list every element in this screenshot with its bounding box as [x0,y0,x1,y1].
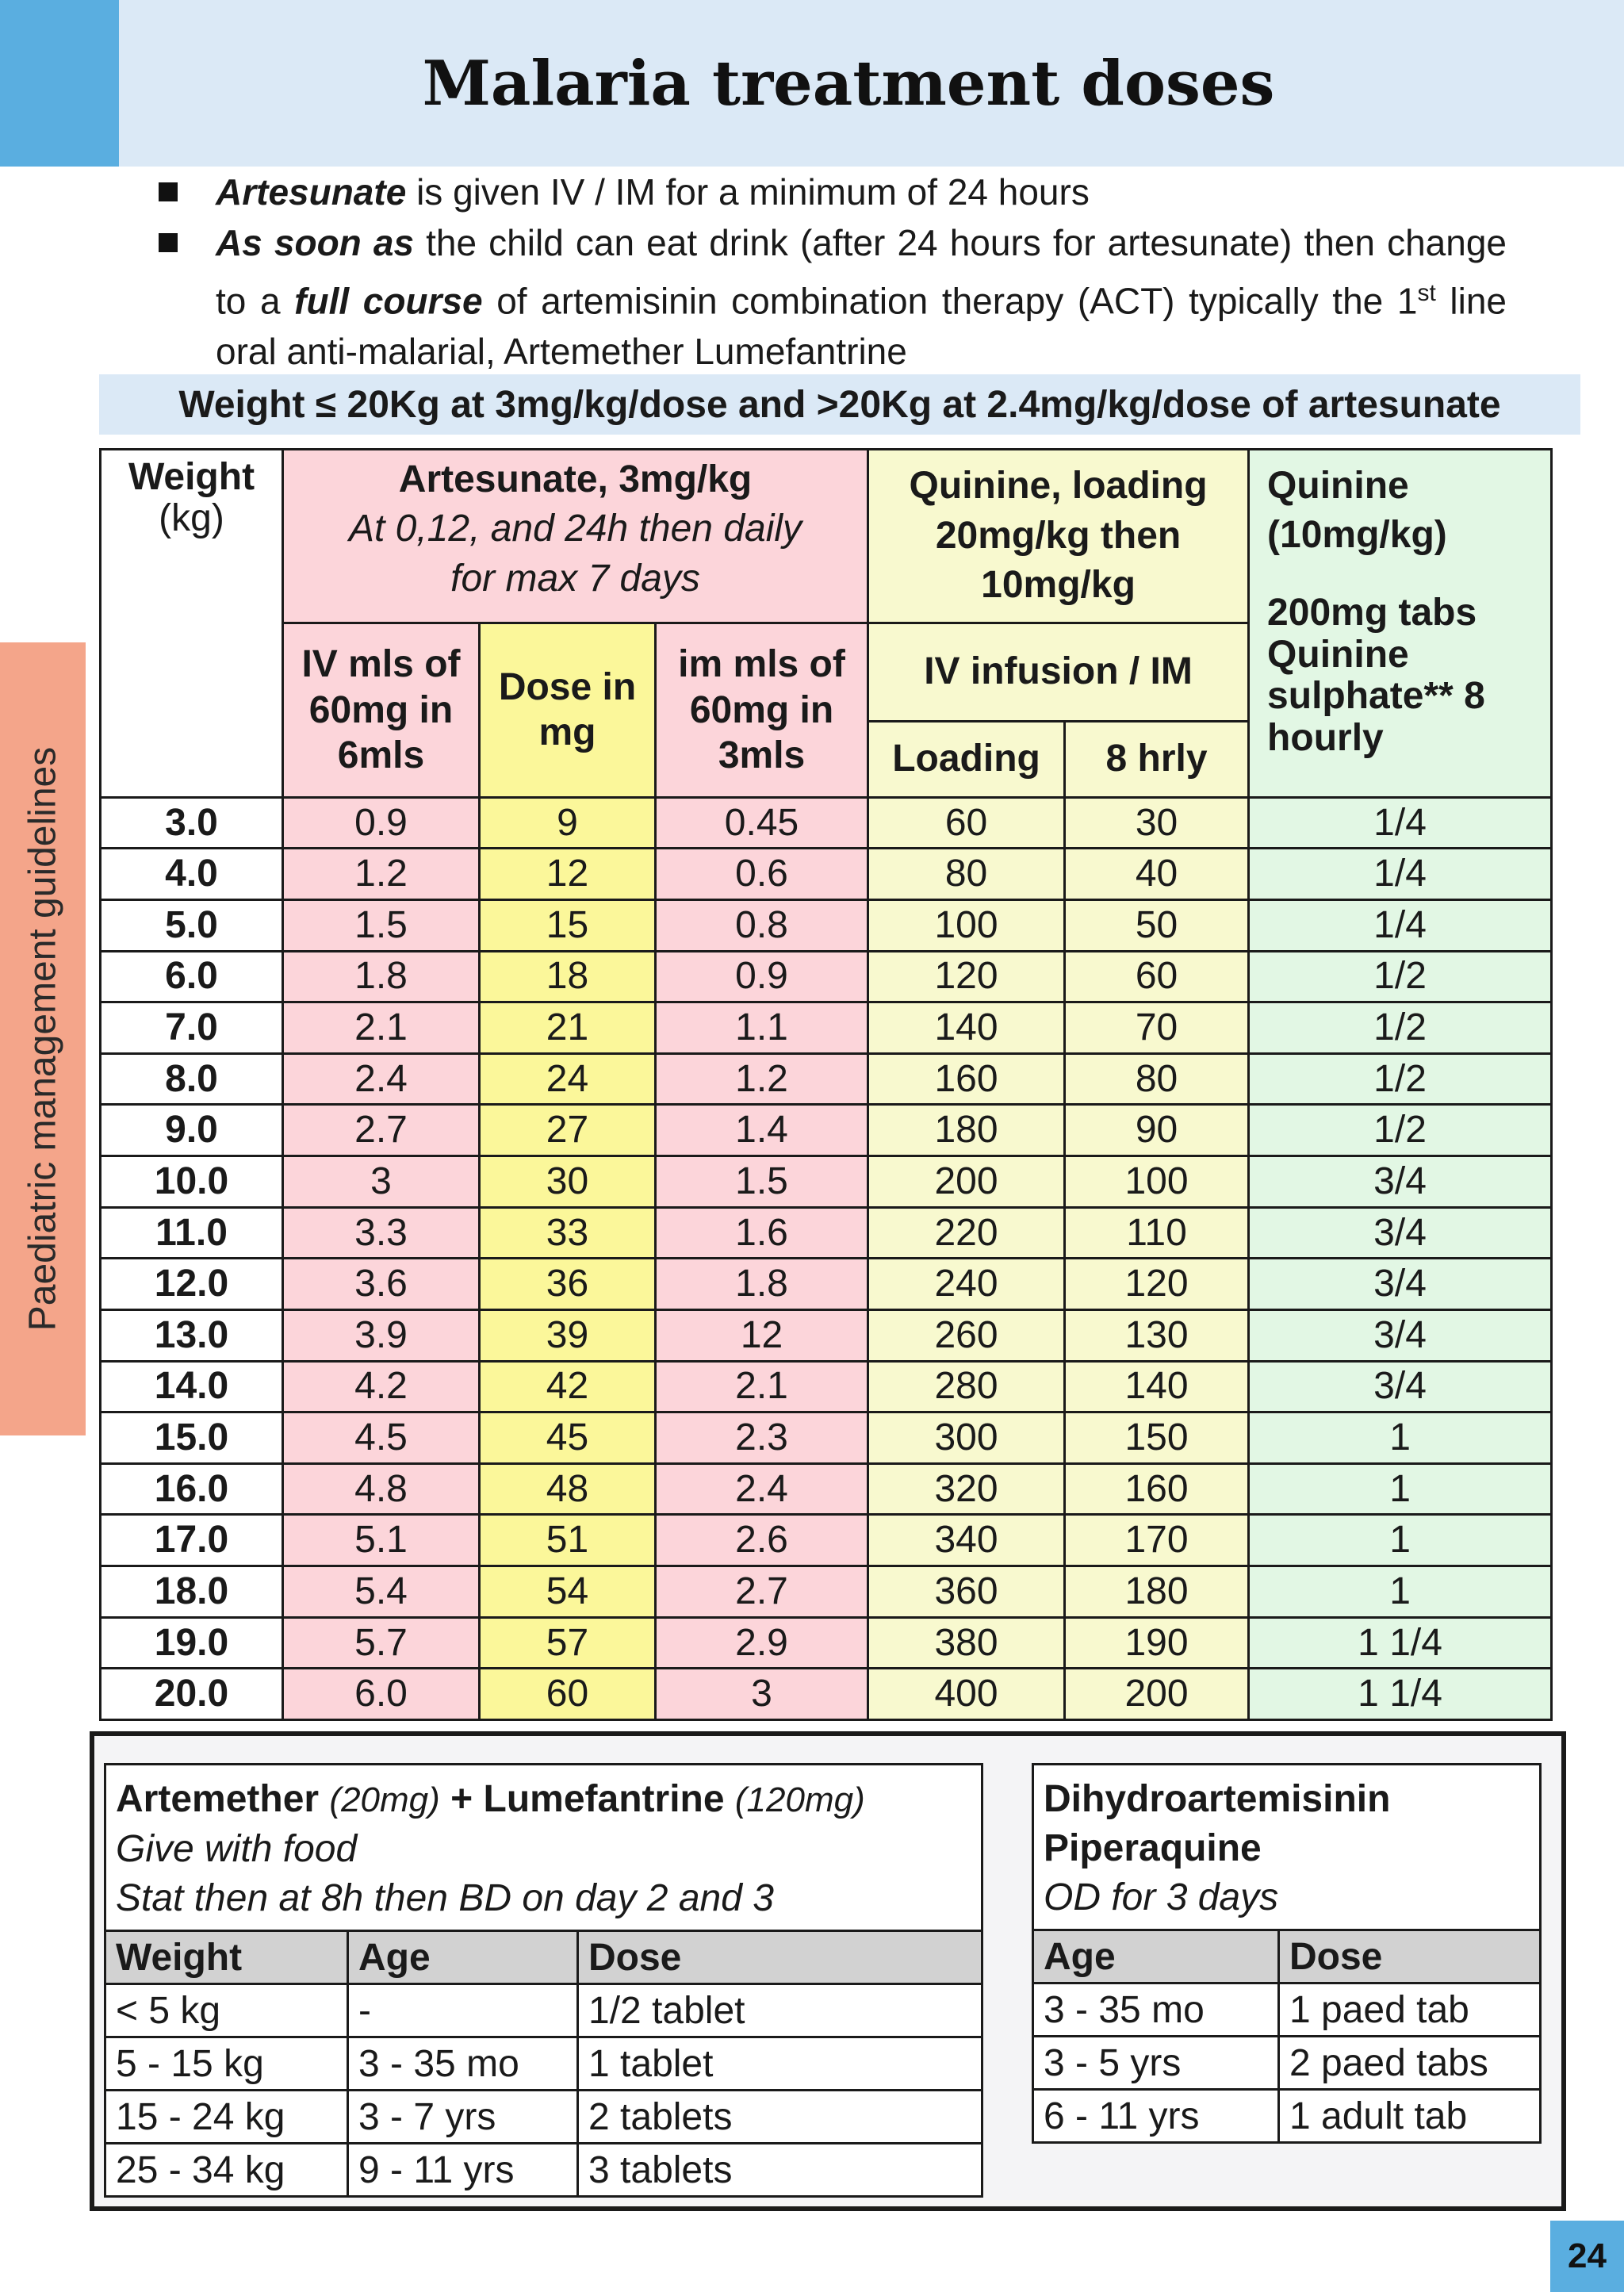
weight-cell: 12.0 [101,1259,283,1310]
table-row [1033,2037,1541,2090]
table-row [101,797,1552,849]
table-cell: 2 tablets [578,2091,982,2144]
im-mls-cell: 0.45 [656,797,868,849]
loading-cell: 140 [868,1002,1065,1054]
quinine-tablet-cell: 1 1/4 [1249,1669,1552,1720]
table-row [101,1053,1552,1105]
dose-mg-cell: 60 [480,1669,656,1720]
im-mls-cell: 12 [656,1309,868,1361]
eight-hourly-cell: 180 [1065,1566,1249,1618]
loading-cell: 80 [868,849,1065,900]
dhap-table-header [1033,1765,1541,1930]
table-cell: - [348,1984,578,2037]
weight-cell: 9.0 [101,1105,283,1156]
table-row [101,1002,1552,1054]
iv-infusion-header: IV infusion / IM [868,623,1249,721]
iv-mls-cell: 5.4 [283,1566,480,1618]
table-row [105,1984,982,2037]
weight-cell: 5.0 [101,899,283,951]
table-row [101,1156,1552,1208]
table-row [1033,2090,1541,2143]
loading-cell: 180 [868,1105,1065,1156]
dihydroartemisinin-piperaquine-table [1032,1763,1542,2144]
im-mls-cell: 1.4 [656,1105,868,1156]
table-row [101,1207,1552,1259]
table-row [101,1412,1552,1464]
weight-cell: 10.0 [101,1156,283,1208]
table-cell: < 5 kg [105,1984,348,2037]
table-row [101,1515,1552,1566]
weight-header-label: Weight [128,456,255,498]
artesunate-header-note-1: At 0,12, and 24h then daily [348,508,802,550]
bullet-list [159,167,1507,377]
dhap-title-1: Dihydroartemisinin [1044,1778,1391,1820]
weight-cell: 13.0 [101,1309,283,1361]
al-table-header [105,1765,982,1931]
artemether-lumefantrine-table [104,1763,983,2198]
side-tab [0,642,86,1435]
dose-mg-cell: 15 [480,899,656,951]
dose-mg-header: Dose in mg [480,623,656,797]
im-mls-cell: 1.5 [656,1156,868,1208]
weight-header [101,450,283,798]
eight-hourly-cell: 70 [1065,1002,1249,1054]
weight-cell: 11.0 [101,1207,283,1259]
dose-mg-cell: 48 [480,1463,656,1515]
quinine-tablet-cell: 1/2 [1249,1002,1552,1054]
im-mls-cell: 2.4 [656,1463,868,1515]
bullet-emphasis-2: full course [294,280,483,322]
page-title: Malaria treatment doses [422,47,1275,120]
weight-cell: 7.0 [101,1002,283,1054]
quinine-tablet-cell: 1 [1249,1515,1552,1566]
dose-mg-cell: 45 [480,1412,656,1464]
quinine-tablet-cell: 1/4 [1249,899,1552,951]
loading-cell: 400 [868,1669,1065,1720]
table-row [101,849,1552,900]
quinine-tablet-cell: 3/4 [1249,1156,1552,1208]
dose-mg-cell: 42 [480,1361,656,1412]
bullet-square-icon [159,233,178,252]
table-cell: 5 - 15 kg [105,2037,348,2091]
im-mls-cell: 0.9 [656,951,868,1002]
im-mls-header: im mls of 60mg in 3mls [656,623,868,797]
loading-cell: 280 [868,1361,1065,1412]
iv-mls-cell: 3.9 [283,1309,480,1361]
im-mls-cell: 2.6 [656,1515,868,1566]
al-title-artemether-dose: (20mg) [329,1780,440,1819]
quinine-tablet-cell: 3/4 [1249,1361,1552,1412]
im-mls-cell: 2.9 [656,1617,868,1669]
iv-mls-cell: 3.6 [283,1259,480,1310]
quinine-tablet-cell: 3/4 [1249,1207,1552,1259]
weight-cell: 14.0 [101,1361,283,1412]
weight-cell: 16.0 [101,1463,283,1515]
side-tab-label: Paediatric management guidelines [21,746,64,1332]
dhap-note: OD for 3 days [1044,1876,1279,1918]
table-cell: 3 tablets [578,2144,982,2197]
iv-mls-cell: 3 [283,1156,480,1208]
dose-mg-cell: 18 [480,951,656,1002]
loading-cell: 100 [868,899,1065,951]
iv-mls-cell: 4.5 [283,1412,480,1464]
iv-mls-cell: 4.8 [283,1463,480,1515]
weight-cell: 15.0 [101,1412,283,1464]
table-row [101,1259,1552,1310]
artesunate-header-note-2: for max 7 days [450,557,700,600]
table-row [101,1463,1552,1515]
quinine-tablet-header [1249,450,1552,798]
eight-hourly-cell: 170 [1065,1515,1249,1566]
im-mls-cell: 1.1 [656,1002,868,1054]
im-mls-cell: 2.1 [656,1361,868,1412]
im-mls-cell: 0.8 [656,899,868,951]
table-cell: 3 - 35 mo [1033,1983,1279,2037]
bullet-emphasis: As soon as [216,222,415,263]
loading-cell: 360 [868,1566,1065,1618]
eight-hourly-cell: 90 [1065,1105,1249,1156]
table-row [105,2144,982,2197]
al-title-lumefantrine: + Lumefantrine [450,1778,725,1820]
im-mls-cell: 2.7 [656,1566,868,1618]
iv-mls-cell: 0.9 [283,797,480,849]
eight-hourly-cell: 60 [1065,951,1249,1002]
eight-hourly-cell: 50 [1065,899,1249,951]
iv-mls-cell: 3.3 [283,1207,480,1259]
iv-mls-cell: 5.7 [283,1617,480,1669]
loading-cell: 120 [868,951,1065,1002]
iv-mls-cell: 4.2 [283,1361,480,1412]
loading-cell: 220 [868,1207,1065,1259]
dhap-column-dose: Dose [1279,1930,1541,1983]
table-cell: 1/2 tablet [578,1984,982,2037]
quinine-tablet-header-title: Quinine (10mg/kg) [1267,465,1447,557]
table-row [101,951,1552,1002]
dose-table [99,448,1553,1721]
al-note-schedule: Stat then at 8h then BD on day 2 and 3 [116,1877,774,1919]
weight-cell: 19.0 [101,1617,283,1669]
eight-hourly-cell: 150 [1065,1412,1249,1464]
dose-mg-cell: 39 [480,1309,656,1361]
table-cell: 9 - 11 yrs [348,2144,578,2197]
table-cell: 1 adult tab [1279,2090,1541,2143]
table-cell: 1 paed tab [1279,1983,1541,2037]
table-row [101,1361,1552,1412]
al-column-age: Age [348,1931,578,1984]
artesunate-header [283,450,868,623]
table-cell: 3 - 7 yrs [348,2091,578,2144]
loading-cell: 60 [868,797,1065,849]
im-mls-cell: 0.6 [656,849,868,900]
iv-mls-cell: 2.4 [283,1053,480,1105]
table-row [101,1309,1552,1361]
dose-mg-cell: 54 [480,1566,656,1618]
loading-cell: 340 [868,1515,1065,1566]
loading-header: Loading [868,721,1065,797]
bullet-text-2: of artemisinin combination therapy (ACT) typically the 1 [482,280,1418,322]
dose-mg-cell: 27 [480,1105,656,1156]
loading-cell: 320 [868,1463,1065,1515]
bullet-emphasis: Artesunate [216,171,407,213]
quinine-tablet-cell: 1 1/4 [1249,1617,1552,1669]
bullet-square-icon [159,182,178,201]
al-column-dose: Dose [578,1931,982,1984]
weight-cell: 4.0 [101,849,283,900]
im-mls-cell: 3 [656,1669,868,1720]
artesunate-header-title: Artesunate, 3mg/kg [398,458,753,500]
table-row [105,2091,982,2144]
quinine-tablet-cell: 3/4 [1249,1309,1552,1361]
table-cell: 15 - 24 kg [105,2091,348,2144]
iv-mls-cell: 1.2 [283,849,480,900]
table-row [1033,1983,1541,2037]
iv-mls-cell: 1.5 [283,899,480,951]
table-row [101,1566,1552,1618]
header-accent-block [0,0,119,167]
weight-cell: 17.0 [101,1515,283,1566]
table-row [105,2037,982,2091]
loading-cell: 260 [868,1309,1065,1361]
dose-mg-cell: 9 [480,797,656,849]
page-number: 24 [1550,2221,1624,2292]
bullet-superscript: st [1417,280,1436,306]
quinine-tablet-cell: 1 [1249,1463,1552,1515]
dhap-title-2: Piperaquine [1044,1827,1262,1869]
eight-hourly-cell: 80 [1065,1053,1249,1105]
loading-cell: 240 [868,1259,1065,1310]
weight-cell: 3.0 [101,797,283,849]
dose-mg-cell: 51 [480,1515,656,1566]
eight-hourly-cell: 100 [1065,1156,1249,1208]
iv-mls-header: IV mls of 60mg in 6mls [283,623,480,797]
quinine-loading-header: Quinine, loading 20mg/kg then 10mg/kg [868,450,1249,623]
eight-hourly-cell: 190 [1065,1617,1249,1669]
dose-mg-cell: 57 [480,1617,656,1669]
table-row [101,1617,1552,1669]
im-mls-cell: 1.2 [656,1053,868,1105]
table-cell: 3 - 5 yrs [1033,2037,1279,2090]
im-mls-cell: 2.3 [656,1412,868,1464]
al-title-artemether: Artemether [116,1778,320,1820]
quinine-tablet-cell: 3/4 [1249,1259,1552,1310]
dhap-column-age: Age [1033,1930,1279,1983]
iv-mls-cell: 6.0 [283,1669,480,1720]
eight-hourly-cell: 130 [1065,1309,1249,1361]
dose-mg-cell: 24 [480,1053,656,1105]
table-cell: 2 paed tabs [1279,2037,1541,2090]
loading-cell: 160 [868,1053,1065,1105]
table-row [101,899,1552,951]
bullet-text-3: line oral anti-malarial, Artemether Lumefantrine [216,280,1507,373]
al-column-weight: Weight [105,1931,348,1984]
dose-mg-cell: 21 [480,1002,656,1054]
weight-dosing-band: Weight ≤ 20Kg at 3mg/kg/dose and >20Kg at 2.4mg/kg/dose of artesunate [99,374,1580,435]
oral-act-panel [90,1731,1566,2211]
table-cell: 6 - 11 yrs [1033,2090,1279,2143]
table-row [101,1105,1552,1156]
loading-cell: 200 [868,1156,1065,1208]
table-cell: 3 - 35 mo [348,2037,578,2091]
eight-hourly-cell: 110 [1065,1207,1249,1259]
eight-hourly-header: 8 hrly [1065,721,1249,797]
eight-hourly-cell: 30 [1065,797,1249,849]
eight-hourly-cell: 120 [1065,1259,1249,1310]
eight-hourly-cell: 160 [1065,1463,1249,1515]
dose-mg-cell: 33 [480,1207,656,1259]
dose-mg-cell: 12 [480,849,656,900]
quinine-tablet-cell: 1 [1249,1412,1552,1464]
quinine-tablet-cell: 1/2 [1249,1105,1552,1156]
loading-cell: 300 [868,1412,1065,1464]
weight-cell: 8.0 [101,1053,283,1105]
al-title-lumefantrine-dose: (120mg) [734,1780,865,1819]
weight-cell: 6.0 [101,951,283,1002]
table-cell: 1 tablet [578,2037,982,2091]
iv-mls-cell: 1.8 [283,951,480,1002]
eight-hourly-cell: 40 [1065,849,1249,900]
iv-mls-cell: 5.1 [283,1515,480,1566]
eight-hourly-cell: 140 [1065,1361,1249,1412]
weight-header-unit: (kg) [159,496,224,539]
bullet-text: the child can eat drink (after 24 hours for artesunate) then change to a [216,222,1507,322]
dose-mg-cell: 30 [480,1156,656,1208]
quinine-tablet-cell: 1/2 [1249,1053,1552,1105]
loading-cell: 380 [868,1617,1065,1669]
iv-mls-cell: 2.7 [283,1105,480,1156]
quinine-tablet-cell: 1/4 [1249,797,1552,849]
bullet-item-artesunate [159,167,1507,217]
im-mls-cell: 1.8 [656,1259,868,1310]
dose-mg-cell: 36 [480,1259,656,1310]
iv-mls-cell: 2.1 [283,1002,480,1054]
quinine-tablet-cell: 1/2 [1249,951,1552,1002]
weight-cell: 18.0 [101,1566,283,1618]
table-row [101,1669,1552,1720]
bullet-item-act [159,217,1507,377]
al-note-food: Give with food [116,1828,358,1870]
bullet-text: is given IV / IM for a minimum of 24 hours [406,171,1090,213]
quinine-tablet-cell: 1 [1249,1566,1552,1618]
table-cell: 25 - 34 kg [105,2144,348,2197]
weight-cell: 20.0 [101,1669,283,1720]
quinine-tablet-cell: 1/4 [1249,849,1552,900]
im-mls-cell: 1.6 [656,1207,868,1259]
quinine-tablet-header-note: 200mg tabs Quinine sulphate** 8 hourly [1267,591,1485,760]
eight-hourly-cell: 200 [1065,1669,1249,1720]
